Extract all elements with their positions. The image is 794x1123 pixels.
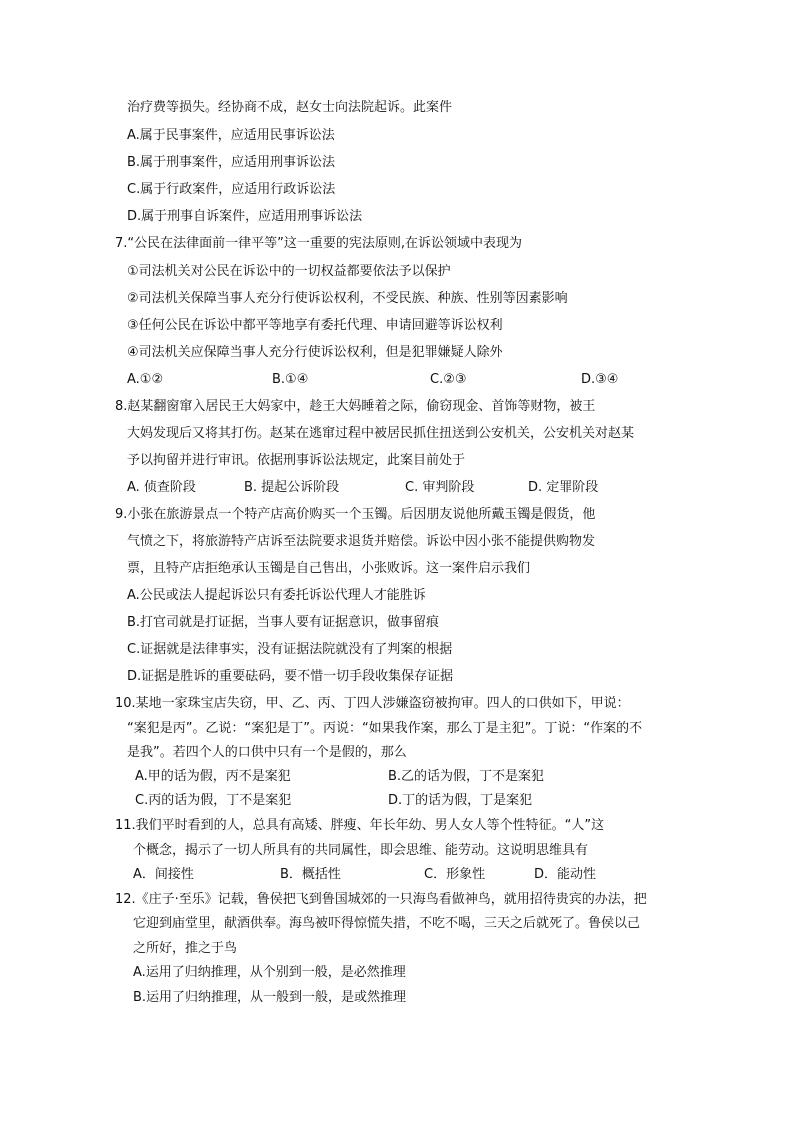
q11-stem-line-2: 个概念，揭示了一切人所具有的共同属性，即会思维、能劳动。这说明思维具有 [133,843,589,858]
q8-option-b: B. 提起公诉阶段 [244,480,340,495]
q11-option-d: D．能动性 [534,867,597,882]
q7-statement-1: ①司法机关对公民在诉讼中的一切权益都要依法予以保护 [127,264,451,279]
q9-option-b: B.打官司就是打证据，当事人要有证据意识，做事留痕 [127,615,440,630]
q7-statement-3: ③任何公民在诉讼中都平等地享有委托代理、申请回避等诉讼权利 [127,318,503,333]
q8-option-d: D. 定罪阶段 [528,480,599,495]
q8-option-a: A. 侦查阶段 [127,480,196,495]
q7-option-b: B.①④ [272,372,309,387]
q7-option-a: A.①② [127,372,164,387]
q8-option-c: C. 审判阶段 [405,480,475,495]
q8-stem-line-3: 予以拘留并进行审讯。依据刑事诉讼法规定，此案目前处于 [127,453,466,468]
q10-option-d: D.丁的话为假，丁是案犯 [388,793,533,808]
q7-stem: 7.“公民在法律面前一律平等”这一重要的宪法原则,在诉讼领域中表现为 [115,236,523,251]
q8-stem-line-2: 大妈发现后又将其打伤。赵某在逃窜过程中被居民抓住扭送到公安机关，公安机关对赵某 [127,426,635,441]
q12-stem-line-1: 12.《庄子·至乐》记载，鲁侯把飞到鲁国城郊的一只海鸟看做神鸟，就用招待贵宾的办法，把 [115,892,647,907]
q8-stem-line-1: 8.赵某翻窗窜入居民王大妈家中，趁王大妈睡着之际，偷窃现金、首饰等财物，被王 [115,399,596,414]
q9-stem-line-2: 气愤之下，将旅游特产店诉至法院要求退货并赔偿。诉讼中因小张不能提供购物发 [127,534,596,549]
q11-option-c: C．形象性 [424,867,486,882]
q12-stem-line-2: 它迎到庙堂里，献酒供奉。海鸟被吓得惊慌失措，不吃不喝，三天之后就死了。鲁侯以己 [133,916,641,931]
q10-option-b: B.乙的话为假，丁不是案犯 [388,769,545,784]
q9-option-a: A.公民或法人提起诉讼只有委托诉讼代理人才能胜诉 [127,588,426,603]
q7-statement-4: ④司法机关应保障当事人充分行使诉讼权利，但是犯罪嫌疑人除外 [127,345,503,360]
q10-stem-line-3: 是我”。若四个人的口供中只有一个是假的，那么 [127,745,407,760]
q6-option-d: D.属于刑事自诉案件，应适用刑事诉讼法 [127,209,363,224]
q10-option-c: C.丙的话为假，丁不是案犯 [135,793,292,808]
q12-stem-line-3: 之所好，推之于鸟 [133,941,238,956]
q6-option-c: C.属于行政案件，应适用行政诉讼法 [127,182,336,197]
q7-option-d: D.③④ [581,372,619,387]
q12-option-b: B.运用了归纳推理，从一般到一般，是或然推理 [133,990,407,1005]
q6-option-b: B.属于刑事案件，应适用刑事诉讼法 [127,155,336,170]
q7-statement-2: ②司法机关保障当事人充分行使诉讼权利，不受民族、种族、性别等因素影响 [127,291,568,306]
q10-option-a: A.甲的话为假，丙不是案犯 [135,769,291,784]
q9-stem-line-1: 9.小张在旅游景点一个特产店高价购买一个玉镯。后因朋友说他所戴玉镯是假货，他 [115,507,596,522]
q9-option-d: D.证据是胜诉的重要砝码，要不惜一切手段收集保存证据 [127,669,454,684]
q10-stem-line-1: 10.某地一家珠宝店失窃，甲、乙、丙、丁四人涉嫌盗窃被拘审。四人的口供如下，甲说： [115,696,630,711]
q9-option-c: C.证据就是法律事实，没有证据法院就没有了判案的根据 [127,642,453,657]
q11-option-b: B．概括性 [280,867,341,882]
q12-option-a: A.运用了归纳推理，从个别到一般，是必然推理 [133,965,406,980]
q9-stem-line-3: 票，且特产店拒绝承认玉镯是自己售出，小张败诉。这一案件启示我们 [127,561,531,576]
q11-option-a: A．间接性 [133,867,194,882]
q6-option-a: A.属于民事案件，应适用民事诉讼法 [127,128,335,143]
q6-stem-continuation: 治疗费等损失。经协商不成，赵女士向法院起诉。此案件 [127,100,453,115]
q7-option-c: C.②③ [430,372,467,387]
q11-stem-line-1: 11.我们平时看到的人，总具有高矮、胖瘦、年长年幼、男人女人等个性特征。“人”这 [115,818,605,833]
q10-stem-line-2: “案犯是丙”。乙说：“案犯是丁”。丙说：“如果我作案，那么丁是主犯”。丁说：“作案的不 [127,721,643,736]
